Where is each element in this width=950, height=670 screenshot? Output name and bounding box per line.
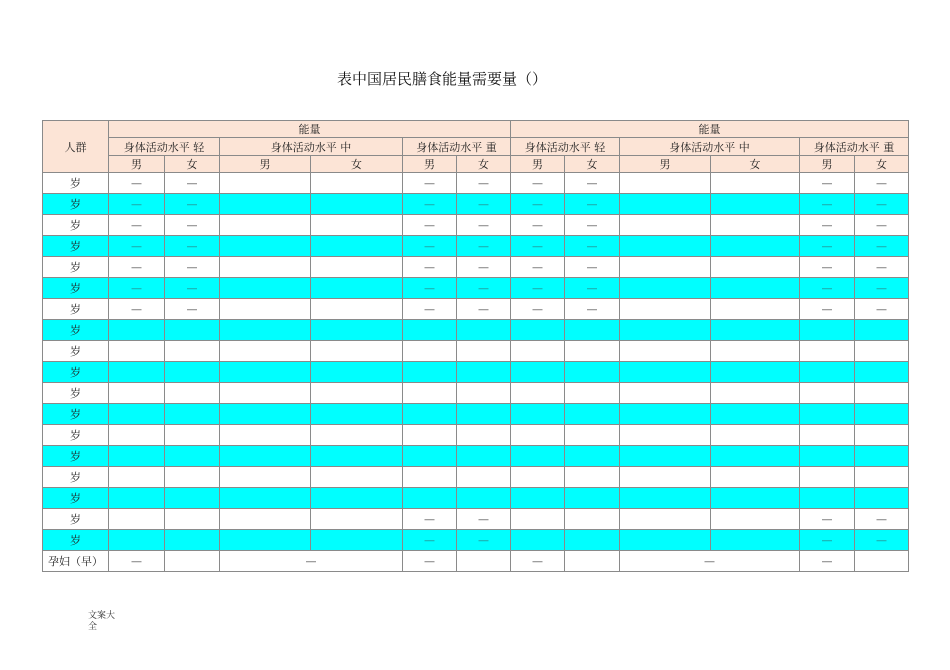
table-cell [220,320,311,341]
table-cell [220,488,311,509]
table-cell: — [403,194,457,215]
table-cell: — [800,509,855,530]
table-cell [565,530,620,551]
table-cell [855,362,909,383]
row-label: 岁 [43,446,109,467]
table-cell: — [511,278,565,299]
row-label: 岁 [43,299,109,320]
table-cell: — [565,173,620,194]
table-cell [711,236,800,257]
male-header: 男 [109,156,165,173]
row-label: 岁 [43,425,109,446]
table-cell [620,509,711,530]
energy-header-1: 能量 [109,121,511,138]
table-cell [711,362,800,383]
table-cell [855,404,909,425]
table-cell [511,467,565,488]
table-cell: — [109,299,165,320]
row-label: 岁 [43,362,109,383]
table-cell: — [457,299,511,320]
table-cell: — [511,215,565,236]
table-cell [620,446,711,467]
table-cell: — [800,299,855,320]
table-row [43,236,909,257]
table-cell [403,425,457,446]
table-cell [620,194,711,215]
table-row [43,530,909,551]
row-label: 岁 [43,383,109,404]
table-cell [403,467,457,488]
table-cell: — [457,194,511,215]
table-row [43,467,909,488]
table-cell: — [403,299,457,320]
table-cell [855,488,909,509]
table-cell [511,383,565,404]
table-cell: — [855,299,909,320]
table-cell [311,383,403,404]
table-cell [311,341,403,362]
table-cell [855,551,909,572]
table-cell: — [800,278,855,299]
male-header: 男 [800,156,855,173]
table-cell [220,467,311,488]
table-cell [711,509,800,530]
female-header: 女 [165,156,220,173]
table-cell [511,320,565,341]
table-cell: — [457,530,511,551]
table-cell: — [457,257,511,278]
table-cell: — [165,257,220,278]
table-cell [620,383,711,404]
male-header: 男 [511,156,565,173]
table-cell: — [109,194,165,215]
table-cell: — [800,236,855,257]
table-cell [109,488,165,509]
table-cell: — [220,551,403,572]
table-cell: — [800,173,855,194]
table-row [43,215,909,236]
table-cell [165,341,220,362]
table-cell: — [511,236,565,257]
table-cell: — [457,215,511,236]
table-cell [457,341,511,362]
table-cell [800,320,855,341]
table-cell: — [511,194,565,215]
table-cell: — [403,278,457,299]
table-cell: — [403,509,457,530]
table-cell [311,488,403,509]
row-label: 岁 [43,194,109,215]
table-cell: — [165,215,220,236]
table-cell: — [565,278,620,299]
table-cell [311,173,403,194]
table-cell [711,341,800,362]
table-cell [800,425,855,446]
table-cell [165,551,220,572]
table-cell [220,509,311,530]
table-cell: — [109,215,165,236]
table-cell [855,383,909,404]
energy-header-2: 能量 [511,121,909,138]
row-label: 岁 [43,236,109,257]
table-row [43,425,909,446]
table-cell [800,446,855,467]
table-cell [511,530,565,551]
table-cell: — [109,173,165,194]
table-cell [620,530,711,551]
table-cell [711,404,800,425]
table-cell [403,362,457,383]
table-cell [800,488,855,509]
table-cell [311,320,403,341]
table-cell [220,215,311,236]
table-cell [403,320,457,341]
row-label: 岁 [43,467,109,488]
table-cell [165,383,220,404]
table-body [43,173,909,551]
table-cell [511,362,565,383]
table-cell [711,467,800,488]
table-row [43,299,909,320]
table-cell [165,530,220,551]
table-cell [620,404,711,425]
table-cell: — [565,194,620,215]
table-cell [311,530,403,551]
female-header: 女 [711,156,800,173]
table-cell: — [855,278,909,299]
row-label: 岁 [43,530,109,551]
table-cell [220,299,311,320]
table-cell [220,257,311,278]
table-row [43,362,909,383]
table-cell [109,362,165,383]
level-light-header-1: 身体活动水平 轻 [109,138,220,156]
table-cell [457,446,511,467]
table-cell: — [165,278,220,299]
table-cell: — [457,509,511,530]
table-cell: — [855,236,909,257]
table-cell [800,467,855,488]
table-cell [800,362,855,383]
table-cell [311,467,403,488]
table-cell [220,236,311,257]
table-cell [620,236,711,257]
table-cell: — [403,236,457,257]
table-cell: — [855,509,909,530]
table-cell [165,509,220,530]
table-cell: — [511,551,565,572]
level-light-header-2: 身体活动水平 轻 [511,138,620,156]
table-cell [711,278,800,299]
table-cell: — [403,173,457,194]
level-heavy-header-2: 身体活动水平 重 [800,138,909,156]
table-cell [620,341,711,362]
table-cell [403,404,457,425]
table-cell [855,467,909,488]
group-column-header: 人群 [43,121,109,173]
row-label: 岁 [43,320,109,341]
table-cell [711,173,800,194]
table-cell [800,383,855,404]
table-cell [565,341,620,362]
table-cell [109,425,165,446]
table-cell: — [511,299,565,320]
table-cell [565,488,620,509]
table-row [43,383,909,404]
table-cell [711,215,800,236]
table-cell [800,341,855,362]
table-cell [165,425,220,446]
level-heavy-header-1: 身体活动水平 重 [403,138,511,156]
table-cell [511,488,565,509]
table-cell: — [109,236,165,257]
table-cell [511,446,565,467]
table-cell [457,362,511,383]
table-cell [403,383,457,404]
table-cell [220,530,311,551]
female-header: 女 [311,156,403,173]
energy-requirement-table [42,120,909,572]
table-cell [311,425,403,446]
table-cell [165,446,220,467]
female-header: 女 [565,156,620,173]
table-cell [711,320,800,341]
female-header: 女 [457,156,511,173]
table-cell [800,404,855,425]
level-medium-header-1: 身体活动水平 中 [220,138,403,156]
table-cell [220,278,311,299]
table-cell [457,404,511,425]
table-cell [311,362,403,383]
table-cell [109,404,165,425]
table-cell: — [800,194,855,215]
table-cell [403,341,457,362]
table-cell [109,509,165,530]
table-row [43,341,909,362]
table-cell [620,173,711,194]
table-cell [855,425,909,446]
table-cell [711,194,800,215]
table-title: 表中国居民膳食能量需要量（） [336,70,547,88]
table-cell [220,173,311,194]
table-cell [620,488,711,509]
level-medium-header-2: 身体活动水平 中 [620,138,800,156]
table-cell [457,488,511,509]
table-cell: — [855,257,909,278]
table-row [43,173,909,194]
table-cell [511,341,565,362]
table-row-pregnant [43,551,909,572]
table-cell [109,446,165,467]
row-label: 岁 [43,278,109,299]
table-cell: — [109,278,165,299]
table-cell [457,467,511,488]
table-cell [311,215,403,236]
table-cell [457,320,511,341]
table-cell [711,425,800,446]
table-cell: — [165,173,220,194]
table-cell [711,257,800,278]
table-cell [620,215,711,236]
table-cell [311,299,403,320]
table-cell [403,446,457,467]
row-label: 孕妇（早） [43,551,109,572]
table-cell: — [457,236,511,257]
table-cell: — [109,551,165,572]
table-cell: — [457,173,511,194]
table-row [43,509,909,530]
table-cell [565,446,620,467]
table-cell [711,488,800,509]
table-cell: — [511,257,565,278]
table-cell [311,236,403,257]
male-header: 男 [220,156,311,173]
row-label: 岁 [43,341,109,362]
male-header: 男 [403,156,457,173]
table-cell [109,530,165,551]
table-cell [220,425,311,446]
table-row [43,446,909,467]
row-label: 岁 [43,215,109,236]
table-cell [711,299,800,320]
table-cell [311,446,403,467]
table-cell [457,551,511,572]
table-cell [457,425,511,446]
table-cell [620,278,711,299]
table-cell: — [565,215,620,236]
table-cell [855,320,909,341]
table-cell [311,509,403,530]
row-label: 岁 [43,257,109,278]
footer-text: 文案大全 [88,611,116,632]
table-cell: — [403,215,457,236]
table-cell [711,446,800,467]
table-cell [109,467,165,488]
table-cell: — [800,257,855,278]
table-cell [511,509,565,530]
table-cell [220,341,311,362]
table-cell [220,362,311,383]
table-cell [511,404,565,425]
table-cell [565,320,620,341]
table-cell [565,509,620,530]
table-cell: — [109,257,165,278]
table-cell: — [620,551,800,572]
row-label: 岁 [43,488,109,509]
table-row [43,404,909,425]
table-cell [511,425,565,446]
table-cell [165,320,220,341]
male-header: 男 [620,156,711,173]
table-cell [620,299,711,320]
table-cell [220,446,311,467]
table-cell [457,383,511,404]
row-label: 岁 [43,404,109,425]
table-cell: — [565,299,620,320]
table-cell [403,488,457,509]
table-cell: — [403,257,457,278]
table-cell [220,383,311,404]
table-cell [565,362,620,383]
table-cell [565,425,620,446]
table-cell [620,320,711,341]
table-cell [565,467,620,488]
table-cell: — [457,278,511,299]
table-cell [165,362,220,383]
table-cell: — [855,173,909,194]
table-cell: — [165,194,220,215]
row-label: 岁 [43,509,109,530]
table-cell [711,530,800,551]
table-cell: — [165,236,220,257]
table-cell: — [511,173,565,194]
table-row [43,194,909,215]
table-cell [565,551,620,572]
table-cell [109,383,165,404]
table-cell [165,488,220,509]
table-cell [620,425,711,446]
table-cell [311,257,403,278]
table-cell: — [800,530,855,551]
table-cell [565,383,620,404]
table-cell [220,404,311,425]
table-cell: — [800,551,855,572]
table-cell [620,257,711,278]
table-cell [855,446,909,467]
table-cell [855,341,909,362]
table-cell: — [800,215,855,236]
table-cell [711,383,800,404]
table-row [43,488,909,509]
table-cell [165,404,220,425]
table-cell: — [855,194,909,215]
table-cell [165,467,220,488]
row-label: 岁 [43,173,109,194]
table-cell [620,362,711,383]
table-cell [565,404,620,425]
table-cell [311,278,403,299]
table-cell: — [855,530,909,551]
table-cell [109,341,165,362]
table-cell [220,194,311,215]
female-header: 女 [855,156,909,173]
table-cell: — [855,215,909,236]
table-row [43,320,909,341]
table-cell [109,320,165,341]
table-cell: — [403,530,457,551]
table-row [43,278,909,299]
table-cell [311,404,403,425]
table-cell: — [165,299,220,320]
table-cell: — [565,236,620,257]
table-cell [311,194,403,215]
table-cell: — [565,257,620,278]
table-cell [620,467,711,488]
table-cell: — [403,551,457,572]
table-row [43,257,909,278]
